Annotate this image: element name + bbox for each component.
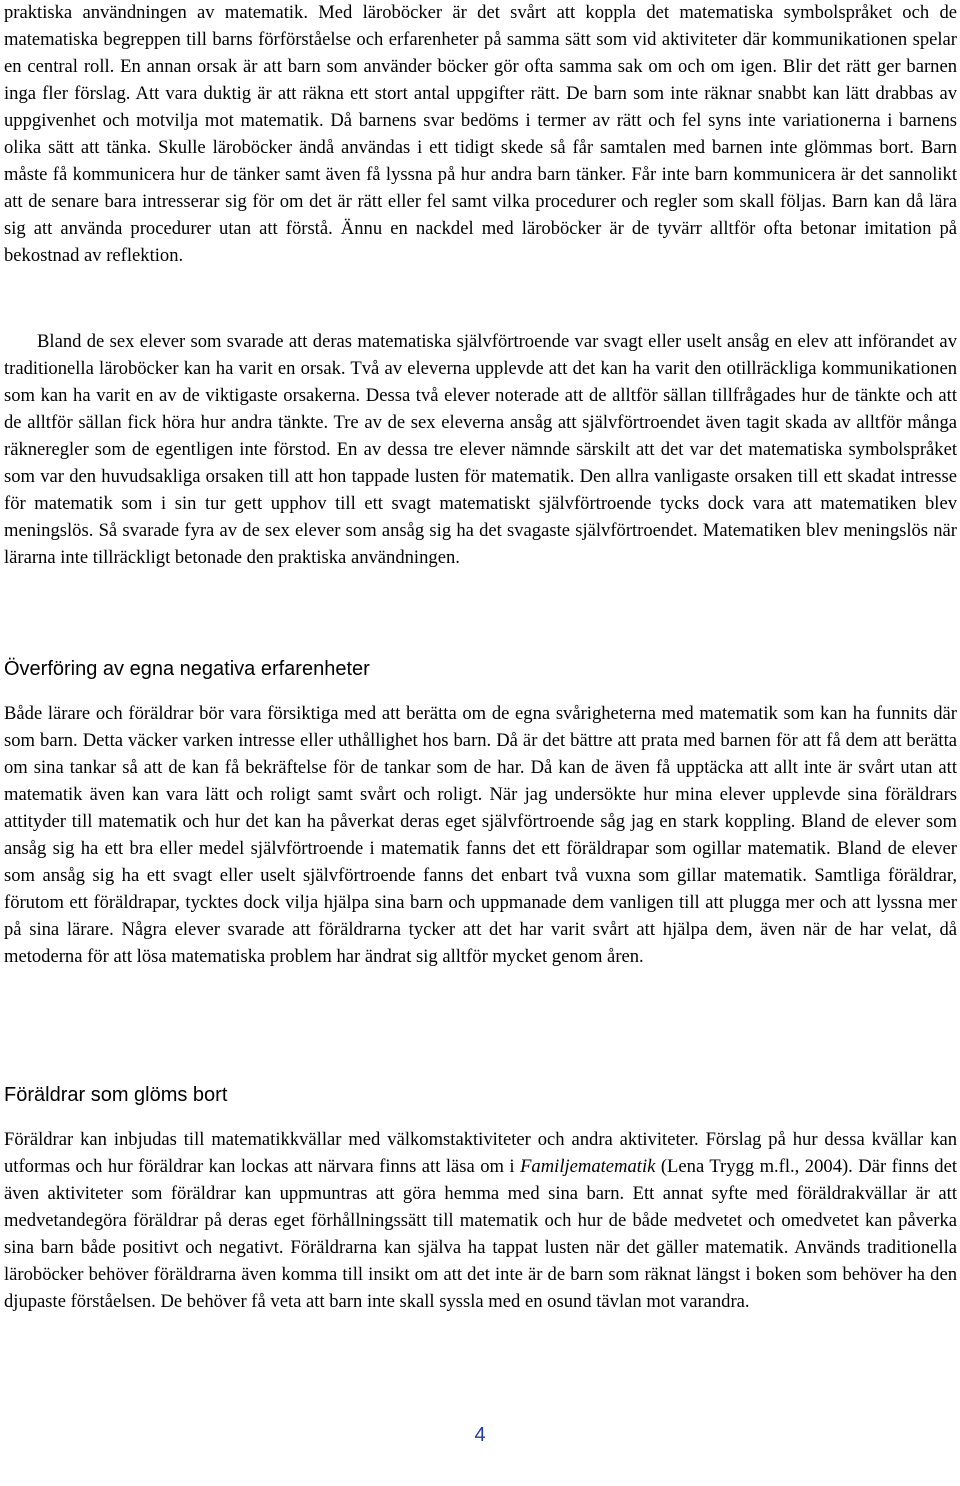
body-paragraph: Bland de sex elever som svarade att deras matematiska självförtroende var svagt eller uselt ansåg en elev att införandet av traditionella läroböcker kan ha varit en orsak. Två av eleverna upplevde att det kan ha varit den otillräckliga kommunikationen som kan ha varit en av de viktigaste orsakerna. Dessa två elever noterade att de alltför sällan tillfrågades hur de tänkte och att de alltför sällan fick höra hur andra tänkte. Tre av de sex eleverna ansåg att självförtroendet även tagit skada av alltför många räkneregler som de egentligen inte förstod. En av dessa tre elever nämnde särskilt att det var det matematiska symbolspråket som var den huvudsakliga orsaken till att hon tappade lusten för matematik. Den allra vanligaste orsaken till ett skadat intresse för matematik som i sin tur gett upphov till ett svagt matematiskt självförtroende tycks dock vara att matematiken blev meningslös. Så svarade fyra av de sex elever som ansåg sig ha det svagaste självförtroendet. Matematiken blev meningslös när lärarna inte tillräckligt betonade den praktiska användningen.	[4, 331, 957, 568]
page-number: 4	[474, 1424, 486, 1446]
paragraph-text: (Lena Trygg m.fl., 2004). Där finns det även aktiviteter som föräldrar kan uppmuntras att göra hemma med sina barn. Ett annat syfte med föräldrakvällar är att medvetandegöra föräldrar på deras eget förhållningssätt till matematik och hur de både medvetet och omedvetet kan påverka sina barn både positivt och negativt. Föräldrarna kan själva ha tappat lusten när det gäller matematik. Används traditionella läroböcker behöver föräldrarna även komma till insikt om att det inte är de barn som räknat längst i boken som behöver ha den djupaste förståelsen. De behöver få veta att barn inte skall syssla med en osund tävlan mot varandra.	[4, 1156, 957, 1312]
body-paragraph: praktiska användningen av matematik. Med läroböcker är det svårt att koppla det matematiska symbolspråket och de matematiska begreppen till barns förförståelse och erfarenheter på samma sätt som vid aktiviteter där kommunikationen spelar en central roll. En annan orsak är att barn som använder böcker gör ofta samma sak om och om igen. Blir det rätt ger barnen inga fler förslag. Att vara duktig är att räkna ett stort antal uppgifter rätt. De barn som inte räknar snabbt kan lätt drabbas av uppgivenhet och motvilja mot matematik. Då barnens svar bedöms i termer av rätt och fel syns inte variationerna i barnens olika sätt att tänka. Skulle läroböcker ändå användas i ett tidigt skede så får samtalen med barnen inte glömmas bort. Barn måste få kommunicera hur de tänker samt även få lyssna på hur andra barn tänker. Får inte barn kommunicera är det sannolikt att de senare bara intresserar sig för om det är rätt eller fel samt vilka procedurer och regler som skall följas. Barn kan då lära sig att använda procedurer utan att förstå. Ännu en nackdel med läroböcker är de tyvärr alltför ofta betonar imitation på bekostnad av reflektion.	[4, 2, 957, 266]
section-heading: Föräldrar som glöms bort	[4, 1084, 228, 1106]
body-paragraph: Både lärare och föräldrar bör vara försiktiga med att berätta om de egna svårigheterna med matematik som kan ha funnits där som barn. Detta väcker varken intresse eller uthållighet hos barn. Då är det bättre att prata med barnen för att få dem att berätta om sina tankar så att de kan få bekräftelse för de tankar som de har. Då kan de även få upptäcka att allt inte är svårt utan att matematik även kan vara lätt och roligt samt svårt och roligt. När jag undersökte hur mina elever upplevde sina föräldrars attityder till matematik och hur det kan ha påverkat deras eget självförtroende såg jag en stark koppling. Bland de elever som ansåg sig ha ett bra eller medel självförtroende i matematik fanns det ett föräldrapar som ogillar matematik. Bland de elever som ansåg sig ha ett svagt eller uselt självförtroende fanns det enbart två vuxna som gillar matematik. Samtliga föräldrar, förutom ett föräldrapar, tycktes dock vilja hjälpa sina barn och uppmanade dem vanligen till att plugga mer och att lyssna mer på sina lärare. Några elever svarade att föräldrarna tycker att det har varit svårt att hjälpa dem, även när de har velat, då metoderna för att lösa matematiska problem har ändrat sig alltför mycket genom åren.	[4, 703, 957, 967]
body-paragraph	[4, 1126, 957, 1315]
paragraph-text: Föräldrar kan inbjudas till matematikkvällar med välkomstaktiviteter och andra aktiviteter. Förslag på hur dessa kvällar kan utformas och hur föräldrar kan lockas att närvara finns att läsa om i	[4, 1129, 957, 1177]
section-heading: Överföring av egna negativa erfarenheter	[4, 658, 370, 680]
book-title: Familjematematik	[520, 1156, 656, 1177]
